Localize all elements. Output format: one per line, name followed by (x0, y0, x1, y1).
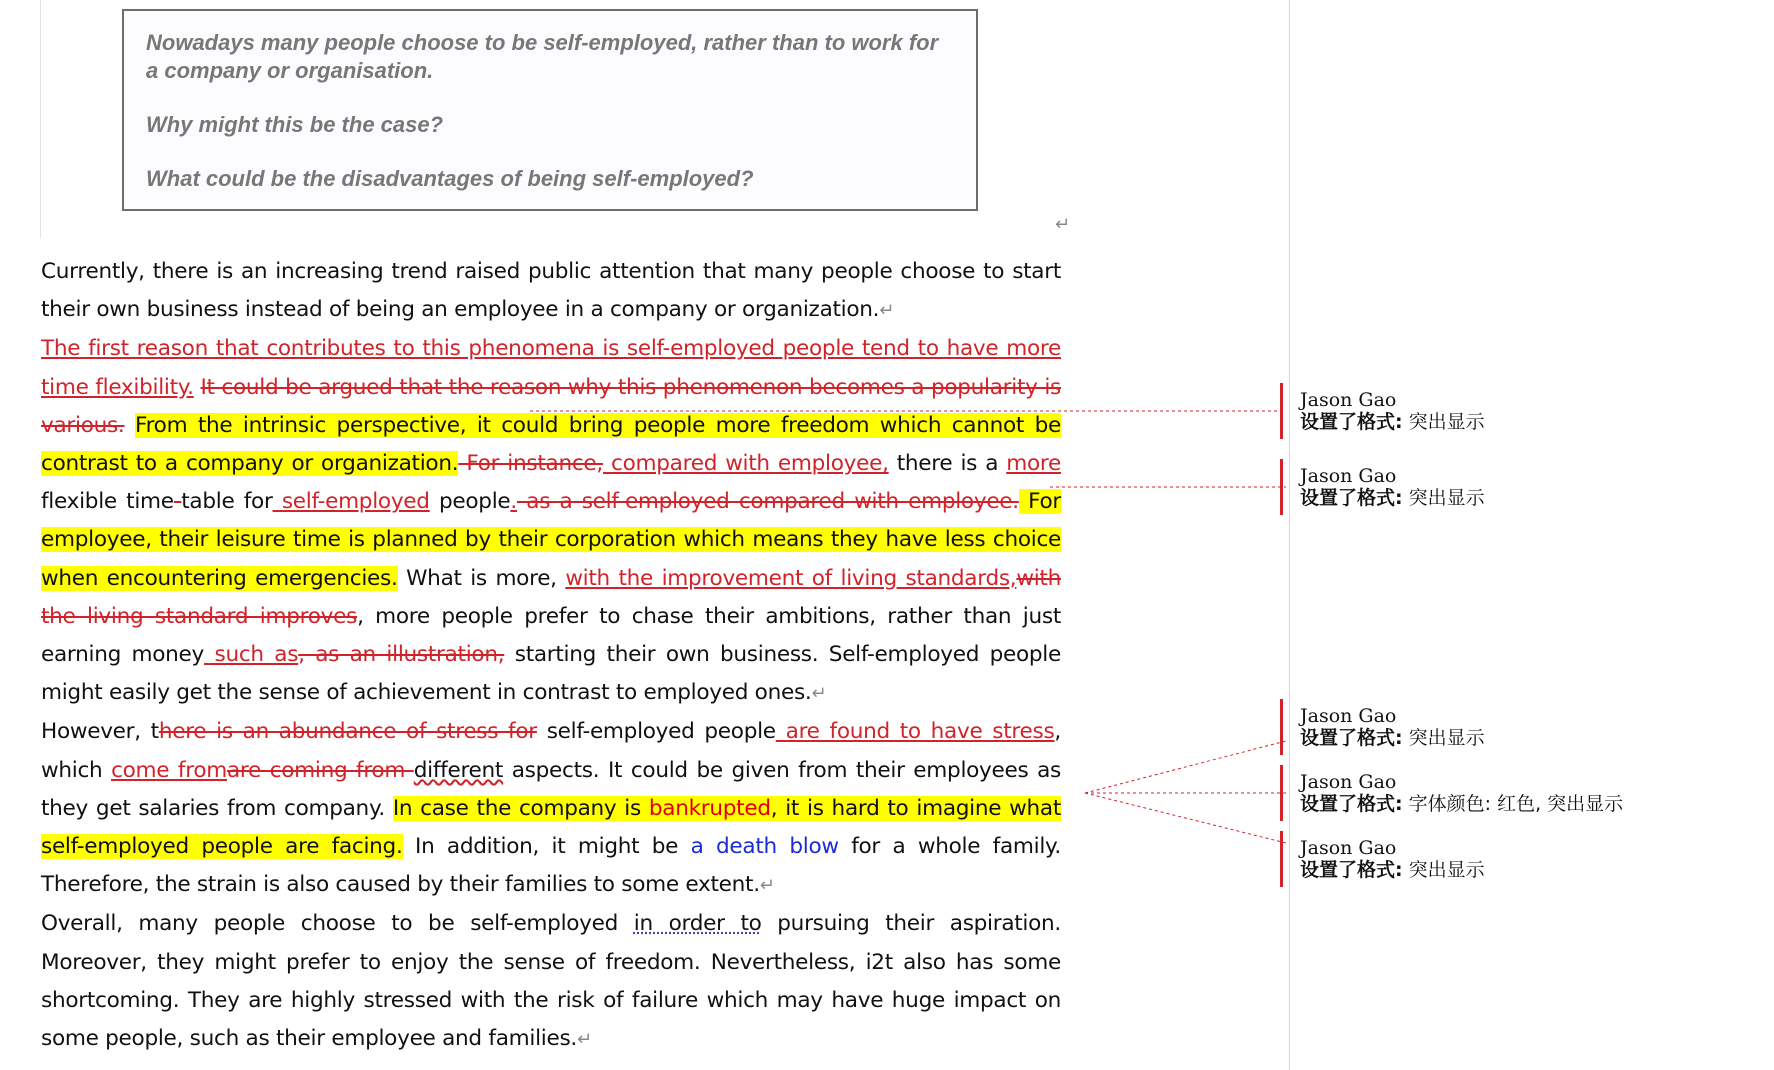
body-text: , which (41, 719, 1061, 783)
highlighted-text: For employee, their leisure time is planned by their corporation which means they have less choice when encountering emergencies. (41, 489, 1061, 591)
paragraph-intro-text: Currently, there is an increasing trend raised public attention that many people choose to start their own business instead of being an employee in a company or organization. (41, 259, 1061, 323)
body-text: , more people prefer to chase their ambitions, rather than just earning money (41, 603, 1061, 668)
comment-detail: 突出显示 (1402, 411, 1485, 433)
paragraph-intro[interactable] (41, 253, 1061, 330)
comment-label: 设置了格式: (1300, 727, 1403, 749)
body-text: for a whole family. Therefore, the strain is also caused by their families to some extent. (41, 834, 1061, 898)
paragraph-disadvantages[interactable] (41, 713, 1061, 905)
inserted-text: compared with employee, (602, 451, 889, 477)
paragraph-mark-icon: ↵ (1055, 214, 1071, 235)
image-edge (40, 0, 41, 238)
body-text: In addition, it might be (402, 834, 691, 860)
deleted-text: here is an abundance of stress for (158, 719, 537, 745)
comment-author: Jason Gao (1300, 837, 1397, 859)
body-text: flexible time (41, 489, 174, 515)
comment-detail: 突出显示 (1402, 487, 1485, 509)
deleted-text: are coming from (226, 757, 414, 783)
body-text: However, t (41, 719, 159, 745)
deleted-text: with the living standard improves (41, 565, 1061, 629)
deleted-text: as a self-employed compared with employee. (516, 489, 1019, 515)
comment-action (1300, 487, 1485, 509)
grammar-flagged-text: different (413, 757, 504, 783)
comment-action (1300, 411, 1485, 433)
spell-flagged-text: in order to (633, 911, 762, 937)
paragraph-mark-icon: ↵ (879, 300, 895, 322)
deleted-text: , as an illustration, (298, 642, 505, 668)
comment-action (1300, 793, 1623, 815)
comment-author: Jason Gao (1300, 465, 1397, 487)
inserted-text: self-employed (272, 489, 430, 515)
highlighted-red-text: bankrupted (648, 795, 771, 821)
inserted-text: The first reason that contributes to this phenomena is self-employed people tend to have more time flexibility. (41, 336, 1061, 400)
paragraph-mark-icon: ↵ (759, 875, 775, 897)
comment-author: Jason Gao (1300, 389, 1397, 411)
paragraph-mark-icon: ↵ (576, 1029, 592, 1051)
deleted-text: It could be argued that the reason why this phenomenon becomes a popularity is various. (41, 374, 1061, 438)
inserted-text: such as (204, 642, 299, 668)
comment-label: 设置了格式: (1300, 487, 1403, 509)
body-text: self-employed people (536, 719, 776, 745)
deleted-text: - (173, 489, 182, 515)
comment-detail: 突出显示 (1402, 859, 1485, 881)
comment-author: Jason Gao (1300, 705, 1397, 727)
comment-label: 设置了格式: (1300, 859, 1403, 881)
paragraph-reasons[interactable] (41, 330, 1061, 713)
body-text: Overall, many people choose to be self-employed (41, 911, 634, 937)
inserted-text: with the improvement of living standards, (565, 565, 1017, 591)
body-text: there is a (888, 451, 1007, 477)
deleted-text: For instance, (458, 451, 603, 477)
blue-text: a death blow (690, 834, 839, 860)
inserted-text: come from (111, 757, 227, 783)
inserted-text: . (510, 489, 517, 515)
comment-label: 设置了格式: (1300, 793, 1403, 815)
body-text: pursuing their aspiration. Moreover, they might prefer to enjoy the sense of freedom. Nevertheless, i2t also has some shortcoming. They are highly stressed with the risk of failure which may have huge impact on some people, such as their employee and families. (41, 911, 1061, 1052)
highlighted-text: In case the company is (392, 795, 649, 821)
prompt-line-3: What could be the disadvantages of being self-employed? (146, 166, 754, 191)
highlighted-text: From the intrinsic perspective, it could bring people more freedom which cannot be contrast to a company or organization. (41, 412, 1061, 477)
essay-body[interactable] (41, 253, 1061, 1059)
inserted-text: are found to have stress (775, 719, 1055, 745)
paragraph-conclusion[interactable] (41, 905, 1061, 1059)
comment-author: Jason Gao (1300, 771, 1397, 793)
body-text: starting their own business. Self-employed people might easily get the sense of achievement in contrast to employed ones. (41, 642, 1061, 706)
comment-detail: 突出显示 (1402, 727, 1485, 749)
comment-action (1300, 859, 1485, 881)
highlighted-text: , it is hard to imagine what self-employed people are facing. (41, 795, 1061, 860)
essay-prompt-image (122, 9, 978, 211)
markup-pane-divider (1289, 0, 1290, 1070)
paragraph-mark-icon: ↵ (811, 683, 827, 705)
inserted-text: more (1006, 451, 1061, 477)
comment-label: 设置了格式: (1300, 411, 1403, 433)
comment-detail: 字体颜色: 红色, 突出显示 (1402, 793, 1624, 815)
body-text: people (429, 489, 511, 515)
prompt-line-1: Nowadays many people choose to be self-employed, rather than to work for a company or organisation. (146, 30, 939, 83)
prompt-line-2: Why might this be the case? (146, 112, 444, 137)
comment-action (1300, 727, 1485, 749)
body-text: table for (181, 489, 273, 515)
body-text: aspects. It could be given from their employees as they get salaries from company. (41, 757, 1061, 821)
body-text: What is more, (397, 565, 566, 591)
